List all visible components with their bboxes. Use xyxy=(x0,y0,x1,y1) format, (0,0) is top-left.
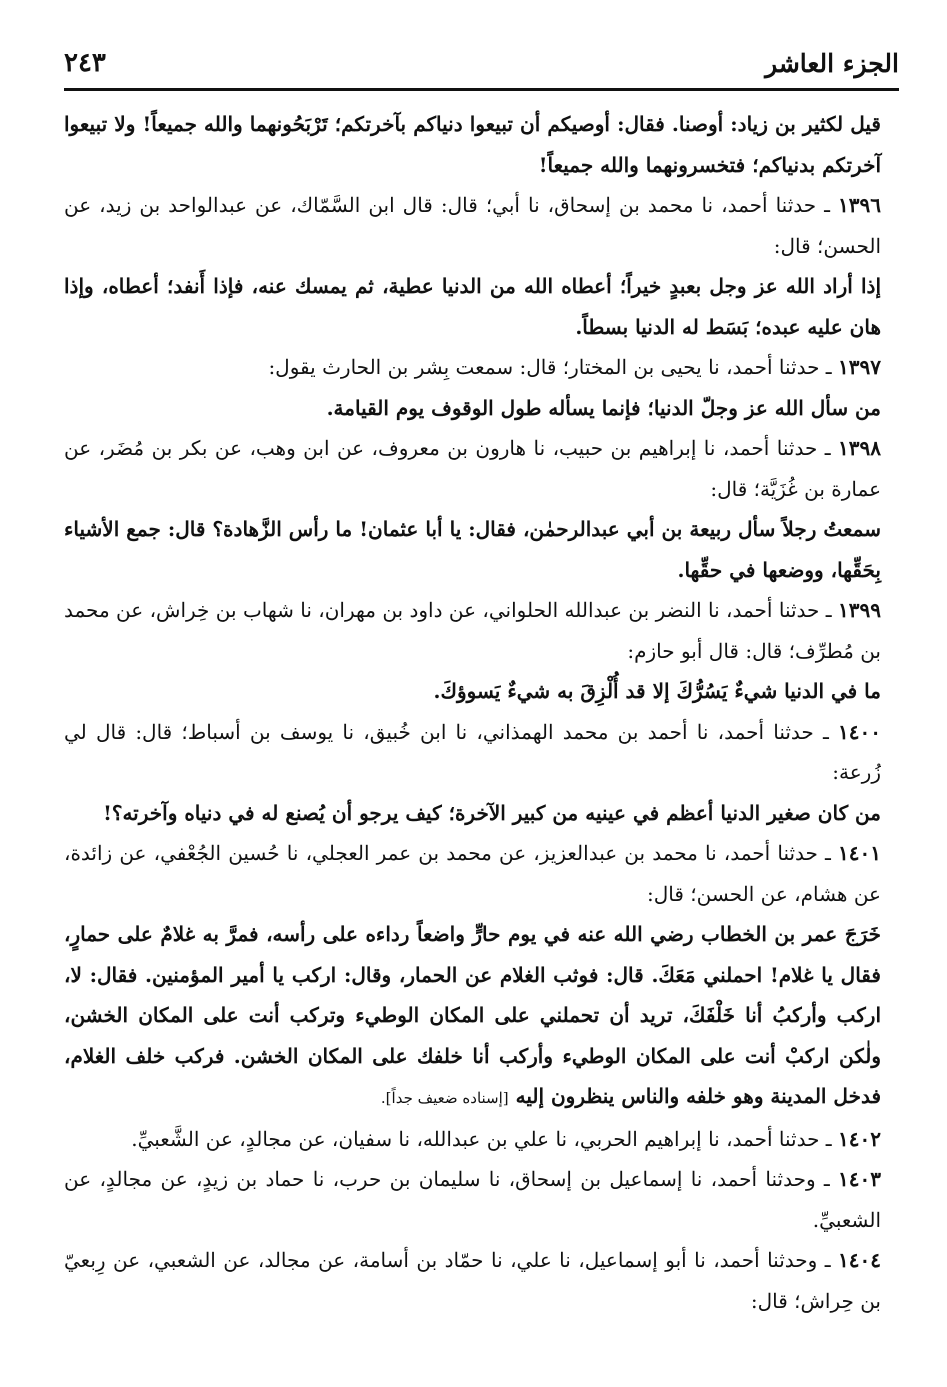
quote-text: من سأل الله عز وجلّ الدنيا؛ فإنما يسأله طول الوقوف يوم القيامة. xyxy=(326,395,881,420)
isnad-text: ـ حدثنا أحمد، نا النضر بن عبدالله الحلواني، عن داود بن مهران، نا شهاب بن خِراش، عن محمد بن مُطرِّف؛ قال: قال أبو حازم: xyxy=(64,598,881,663)
narration-number: ١٣٩٦ xyxy=(838,193,881,217)
quote-paragraph xyxy=(64,509,899,590)
narration-number: ١٣٩٨ xyxy=(838,436,881,460)
quote-text: ما في الدنيا شيءٌ يَسُرُّكَ إلا قد أُلْزِقَ به شيءٌ يَسوؤكَ. xyxy=(433,679,881,703)
narration-number: ١٤٠٢ xyxy=(838,1126,881,1151)
narration-number: ١٣٩٧ xyxy=(838,355,881,379)
isnad-paragraph xyxy=(64,185,899,266)
isnad-text: ـ حدثنا أحمد، نا أحمد بن محمد الهمذاني، نا ابن خُبيق، نا يوسف بن أسباط؛ قال: قال لي زُرعة: xyxy=(64,719,881,784)
quote-text: خَرَجَ عمر بن الخطاب رضي الله عنه في يوم حارٍّ واضعاً رداءه على رأسه، فمرَّ به غلامٌ على حمارٍ، فقال يا غلام! احملني مَعَكَ. قال: فوثب الغلام عن الحمار، وقال: اركب يا أمير المؤمنين. فقال: لا، اركب وأركبُ أنا خَلْفَكَ، تريد أن تحملني على المكان الوطيء وتركب أنت على المكان الخشن، ولٰكن اركبْ أنت على المكان الوطيء وأركب أنا خلفك على المكان الخشن. فركب خلف الغلام، فدخل المدينة وهو خلفه والناس ينظرون إليه xyxy=(64,922,881,1108)
isnad-text: ـ حدثنا أحمد، نا إبراهيم بن حبيب، نا هارون بن معروف، عن ابن وهب، عن بكر بن مُضَر، عن عمارة بن غُزَيَّة؛ قال: xyxy=(64,436,881,501)
narration-number: ١٣٩٩ xyxy=(838,598,881,622)
isnad-text: ـ وحدثنا أحمد، نا أبو إسماعيل، نا علي، نا حمّاد بن أسامة، عن مجالد، عن الشعبي، عن رِبعيّ بن حِراش؛ قال: xyxy=(64,1248,881,1313)
isnad-paragraph xyxy=(64,347,899,388)
isnad-text: ـ حدثنا أحمد، نا يحيى بن المختار؛ قال: سمعت بِشر بن الحارث يقول: xyxy=(268,355,839,379)
narration-number: ١٤٠٤ xyxy=(838,1248,881,1272)
page-body xyxy=(64,104,899,1321)
running-title: الجزء العاشر xyxy=(765,48,899,78)
isnad-paragraph xyxy=(64,590,899,671)
isnad-text: ـ حدثنا أحمد، نا محمد بن إسحاق، نا أبي؛ قال: قال ابن السَّمّاك، عن عبدالواحد بن زيد، عن الحسن؛ قال: xyxy=(64,193,881,258)
isnad-text: ـ حدثنا أحمد، نا إبراهيم الحربي، نا علي بن عبدالله، نا سفيان، عن مجالدٍ، عن الشَّعبيِّ. xyxy=(131,1126,839,1151)
quote-paragraph xyxy=(64,104,899,185)
isnad-paragraph xyxy=(64,833,899,914)
page-header xyxy=(64,38,899,91)
grading-note: [إسناده ضعيف جداً]. xyxy=(380,1089,509,1107)
quote-paragraph xyxy=(64,671,899,712)
isnad-paragraph xyxy=(64,1159,899,1240)
narration-number: ١٤٠١ xyxy=(838,841,881,865)
narration-number: ١٤٠٠ xyxy=(838,719,881,744)
narration-number: ١٤٠٣ xyxy=(838,1167,881,1191)
quote-paragraph xyxy=(64,914,899,1119)
quote-text: إذا أراد الله عز وجل بعبدٍ خيراً؛ أعطاه الله من الدنيا عطية، ثم يمسك عنه، فإذا أَنفد؛ أعطاه، وإذا هان عليه عبده؛ بَسَط له الدنيا بسطاً. xyxy=(64,274,881,339)
isnad-paragraph xyxy=(64,1119,899,1160)
isnad-paragraph xyxy=(64,712,899,793)
quote-text: من كان صغير الدنيا أعظم في عينيه من كبير الآخرة؛ كيف يرجو أن يُصنع له في دنياه وآخرته؟! xyxy=(103,800,881,825)
page-number: ٢٤٣ xyxy=(64,48,106,78)
isnad-paragraph xyxy=(64,1240,899,1321)
quote-text: قيل لكثير بن زياد: أوصنا. فقال: أوصيكم أن تبيعوا دنياكم بآخرتكم؛ تَرْبَحُونهما والله جميعاً! ولا تبيعوا آخرتكم بدنياكم؛ فتخسرونهما والله جميعاً! xyxy=(64,112,881,177)
quote-paragraph xyxy=(64,266,899,347)
quote-paragraph xyxy=(64,793,899,834)
isnad-paragraph xyxy=(64,428,899,509)
quote-text: سمعتُ رجلاً سأل ربيعة بن أبي عبدالرحمٰن، فقال: يا أبا عثمان! ما رأس الزَّهادة؟ قال: جمع الأشياء بِحَقِّها، ووضعها في حقِّها. xyxy=(64,517,881,582)
isnad-text: ـ حدثنا أحمد، نا محمد بن عبدالعزيز، عن محمد بن عمر العجلي، نا حُسين الجُعْفي، عن زائدة، عن هشام، عن الحسن؛ قال: xyxy=(64,841,881,906)
quote-paragraph xyxy=(64,388,899,429)
isnad-text: ـ وحدثنا أحمد، نا إسماعيل بن إسحاق، نا سليمان بن حرب، نا حماد بن زيدٍ، عن مجالدٍ، عن الشعبيِّ. xyxy=(64,1167,881,1232)
